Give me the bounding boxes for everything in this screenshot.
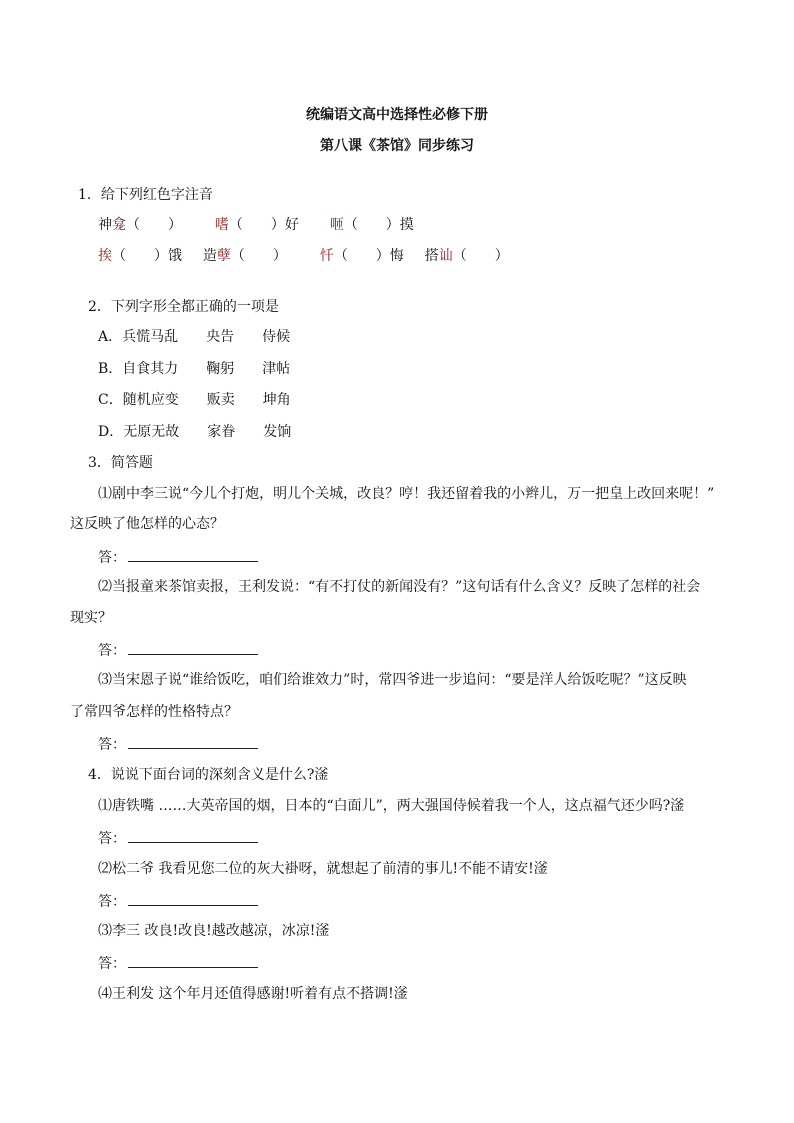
answer-blank[interactable] [128,640,258,655]
q1-item-6: 忏（ ）悔 [319,248,404,264]
answer-blank[interactable] [128,547,258,562]
q3-item-2-line2: 现实？ [70,610,112,626]
q1-row2 [98,247,509,265]
q3-item-3-line1: ⑶当宋恩子说“谁给饭吃，咱们给谁效力”时，常四爷进一步追问：“要是洋人给饭吃呢？”这反映 [98,672,687,688]
q2-option-d: D．无原无故 家眷 发饷 [98,424,292,440]
answer-blank[interactable] [128,734,258,749]
q4-answer-1: 答： [98,828,258,848]
q3-prompt: 3．简答题 [88,455,153,471]
q3-item-2-line1: ⑵当报童来茶馆卖报，王利发说：“有不打仗的新闻没有？”这句话有什么含义？反映了怎样的社会 [98,579,701,595]
q1-item-5: 造孽（ ） [202,248,287,264]
q3-answer-3: 答： [98,734,258,754]
q3-answer-2: 答： [98,640,258,660]
document-subtitle: 第八课《茶馆》同步练习 [320,138,474,154]
q4-answer-2: 答： [98,891,258,911]
q3-item-1-line1: ⑴剧中李三说“今儿个打炮，明儿个关城，改良？哼！我还留着我的小辫儿，万一把皇上改回来呢！” [98,486,715,502]
q2-option-b: B．自食其力 鞠躬 津帖 [98,361,291,377]
q2-prompt: 2．下列字形全都正确的一项是 [88,299,279,315]
q4-item-4: ⑷王利发 这个年月还值得感谢!听着有点不搭调!滏 [98,986,408,1002]
q1-item-1: 神龛（ ） [98,217,182,233]
q4-item-3: ⑶李三 改良!改良!越改越凉，冰凉!滏 [98,923,330,939]
answer-blank[interactable] [128,953,258,968]
q1-item-3: 咂（ ）摸 [329,217,414,233]
q1-prompt: 1．给下列红色字注音 [78,187,213,203]
q4-answer-3: 答： [98,953,258,973]
q3-item-1-line2: 这反映了他怎样的心态？ [70,516,224,532]
q1-item-4: 挨（ ）饿 [98,248,182,264]
answer-blank[interactable] [128,828,258,843]
answer-blank[interactable] [128,891,258,906]
q1-item-2: 嗜（ ）好 [214,217,299,233]
q2-option-a: A．兵慌马乱 央告 侍候 [98,329,291,345]
q4-item-1: ⑴唐铁嘴 ……大英帝国的烟，日本的“白面儿”，两大强国侍候着我一个人，这点福气还少吗?滏 [98,798,685,814]
q3-item-3-line2: 了常四爷怎样的性格特点？ [70,704,238,720]
document-title: 统编语文高中选择性必修下册 [306,107,488,123]
q4-prompt: 4．说说下面台词的深刻含义是什么?滏 [88,767,329,783]
q3-answer-1: 答： [98,547,258,567]
q4-item-2: ⑵松二爷 我看见您二位的灰大褂呀，就想起了前清的事儿!不能不请安!滏 [98,861,548,877]
q2-option-c: C．随机应变 贩卖 坤角 [98,392,291,408]
q1-item-7: 搭讪（ ） [424,248,509,264]
q1-row1 [98,216,414,234]
